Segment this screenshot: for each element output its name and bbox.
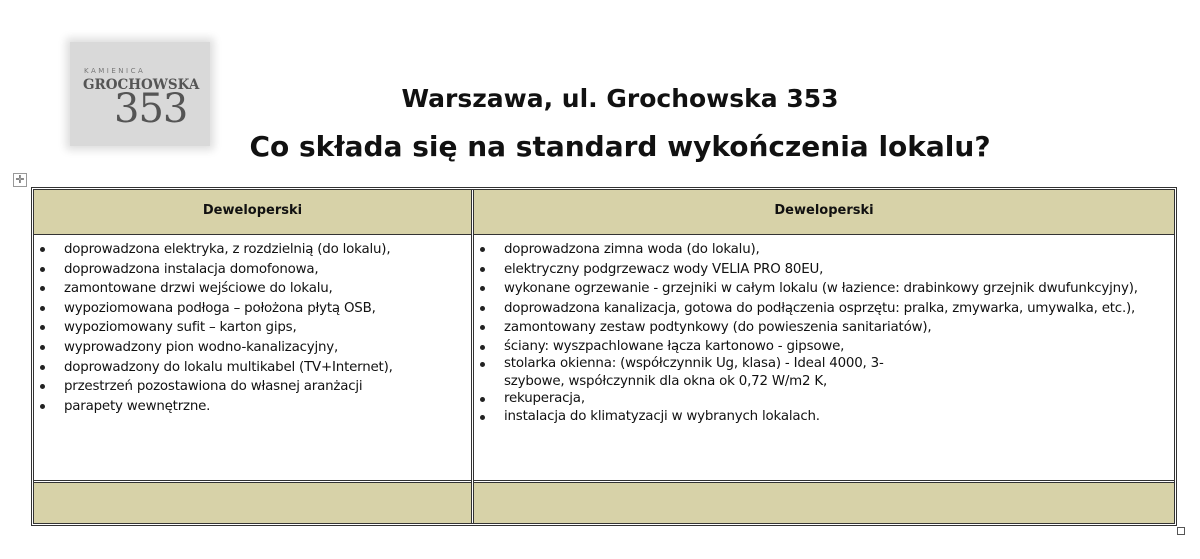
table-column-right <box>474 190 1174 523</box>
list-item: instalacja do klimatyzacji w wybranych lokalach. <box>504 408 1174 426</box>
table-header-cell: Deweloperski <box>34 190 471 235</box>
list-item: doprowadzona kanalizacja, gotowa do podłączenia osprzętu: pralka, zmywarka, umywalka, etc.), <box>504 299 1174 319</box>
list-item: rekuperacja, <box>504 390 1174 408</box>
logo-line2: GROCHOWSKA <box>83 77 200 93</box>
list-item: przestrzeń pozostawiona do własnej aranżacji <box>64 377 471 397</box>
list-item: parapety wewnętrzne. <box>64 397 471 417</box>
list-item: elektryczny podgrzewacz wody VELIA PRO 80EU, <box>504 260 1174 280</box>
table-body-cell[interactable] <box>34 235 471 483</box>
list-item: doprowadzona zimna woda (do lokalu), <box>504 240 1174 260</box>
list-item: stolarka okienna: (współczynnik Ug, klasa) - Ideal 4000, 3-szybowe, współczynnik dla okna ok 0,72 W/m2 K, <box>504 356 884 389</box>
table-header-cell: Deweloperski <box>474 190 1174 235</box>
right-list <box>474 240 1174 425</box>
page-title: Warszawa, ul. Grochowska 353 <box>401 84 839 113</box>
list-item: wypoziomowany sufit – karton gips, <box>64 318 471 338</box>
list-item: zamontowany zestaw podtynkowy (do powieszenia sanitariatów), <box>504 318 1174 338</box>
table-column-left <box>34 190 474 523</box>
list-item: ściany: wyszpachlowane łącza kartonowo - gipsowe, <box>504 338 1174 356</box>
table-move-handle-icon[interactable]: ✛ <box>13 173 27 187</box>
list-item: doprowadzona instalacja domofonowa, <box>64 260 471 280</box>
table-footer-cell[interactable] <box>34 483 471 523</box>
table-footer-cell[interactable] <box>474 483 1174 523</box>
list-item: wypoziomowana podłoga – położona płytą OSB, <box>64 299 471 319</box>
list-item: zamontowane drzwi wejściowe do lokalu, <box>64 279 471 299</box>
list-item: wyprowadzony pion wodno-kanalizacyjny, <box>64 338 471 358</box>
list-item: wykonane ogrzewanie - grzejniki w całym lokalu (w łazience: drabinkowy grzejnik dwufunkcyjny), <box>504 279 1174 299</box>
left-list <box>34 240 471 416</box>
standard-table <box>31 187 1177 526</box>
table-body-cell[interactable] <box>474 235 1174 483</box>
logo-line1: KAMIENICA <box>84 67 146 75</box>
table-resize-handle[interactable] <box>1177 527 1185 535</box>
list-item: doprowadzona elektryka, z rozdzielnią (do lokalu), <box>64 240 471 260</box>
page-subtitle: Co składa się na standard wykończenia lokalu? <box>249 130 991 163</box>
logo-line3: 353 <box>114 86 188 132</box>
list-item: doprowadzony do lokalu multikabel (TV+Internet), <box>64 358 471 378</box>
